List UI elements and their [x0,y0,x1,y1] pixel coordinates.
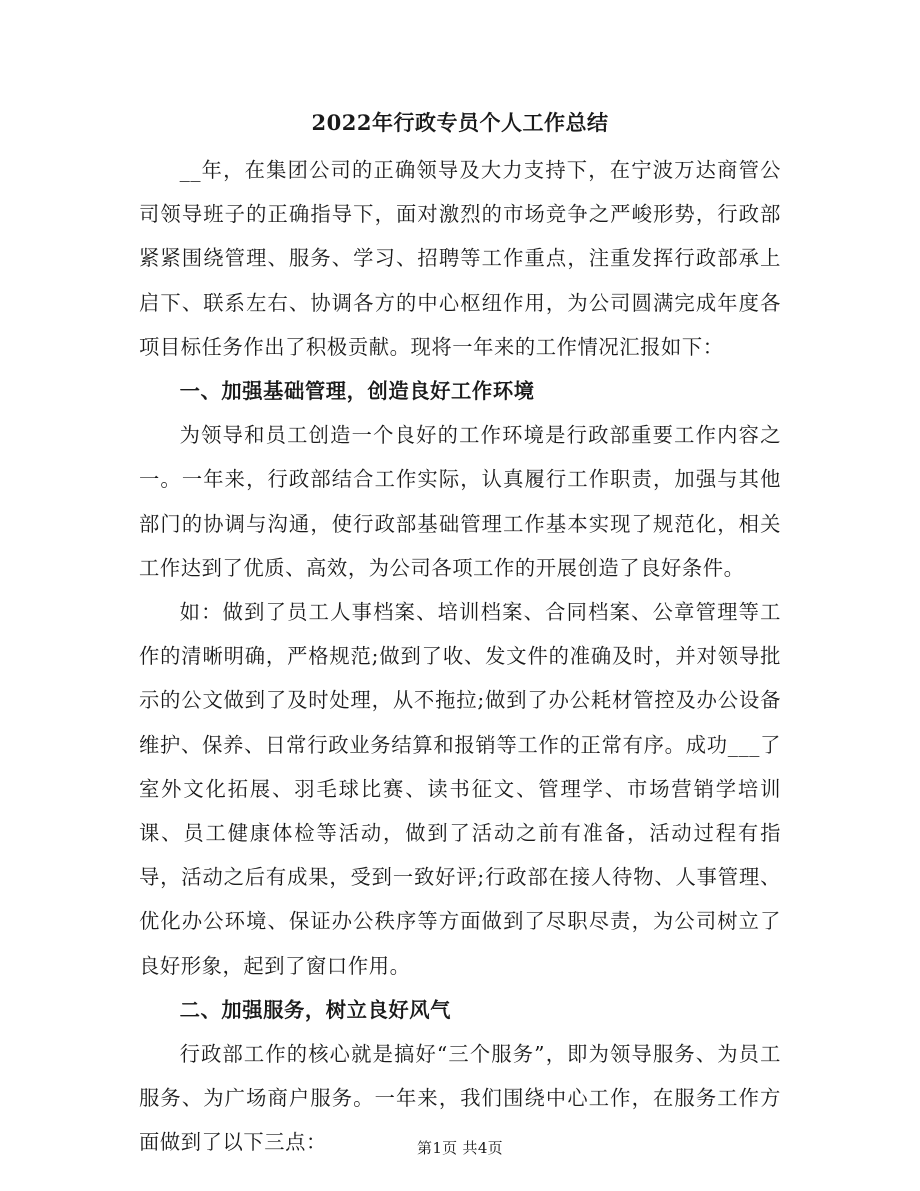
document-body [139,148,781,1165]
paragraph-section2-a: 行政部工作的核心就是搞好“三个服务”，即为领导服务、为员工服务、为广场商户服务。一年来，我们围绕中心工作，在服务工作方面做到了以下三点： [139,1042,781,1155]
paragraph-intro: __年，在集团公司的正确领导及大力支持下，在宁波万达商管公司领导班子的正确指导下，面对激烈的市场竞争之严峻形势，行政部紧紧围绕管理、服务、学习、招聘等工作重点，注重发挥行政部承上启下、联系左右、协调各方的中心枢纽作用，为公司圆满完成年度各项目标任务作出了积极贡献。现将一年来的工作情况汇报如下： [139,158,781,359]
paragraph-section1-a: 为领导和员工创造一个良好的工作环境是行政部重要工作内容之一。一年来，行政部结合工作实际，认真履行工作职责，加强与其他部门的协调与沟通，使行政部基础管理工作基本实现了规范化，相关工作达到了优质、高效，为公司各项工作的开展创造了良好条件。 [139,423,781,580]
paragraph-section1-b: 如：做到了员工人事档案、培训档案、合同档案、公章管理等工作的清晰明确，严格规范;做到了收、发文件的准确及时，并对领导批示的公文做到了及时处理，从不拖拉;做到了办公耗材管控及办公设备维护、保养、日常行政业务结算和报销等工作的正常有序。成功___了室外文化拓展、羽毛球比赛、读书征文、管理学、市场营销学培训课、员工健康体检等活动，做到了活动之前有准备，活动过程有指导，活动之后有成果，受到一致好评;行政部在接人待物、人事管理、优化办公环境、保证办公秩序等方面做到了尽职尽责，为公司树立了良好形象，起到了窗口作用。 [139,600,781,978]
section-heading-2: 二、加强服务，树立良好风气 [179,997,452,1022]
section-heading-1: 一、加强基础管理，创造良好工作环境 [179,379,535,404]
page-footer: 第1页 共4页 [417,1139,503,1157]
document-title: 2022年行政专员个人工作总结 [311,110,609,135]
